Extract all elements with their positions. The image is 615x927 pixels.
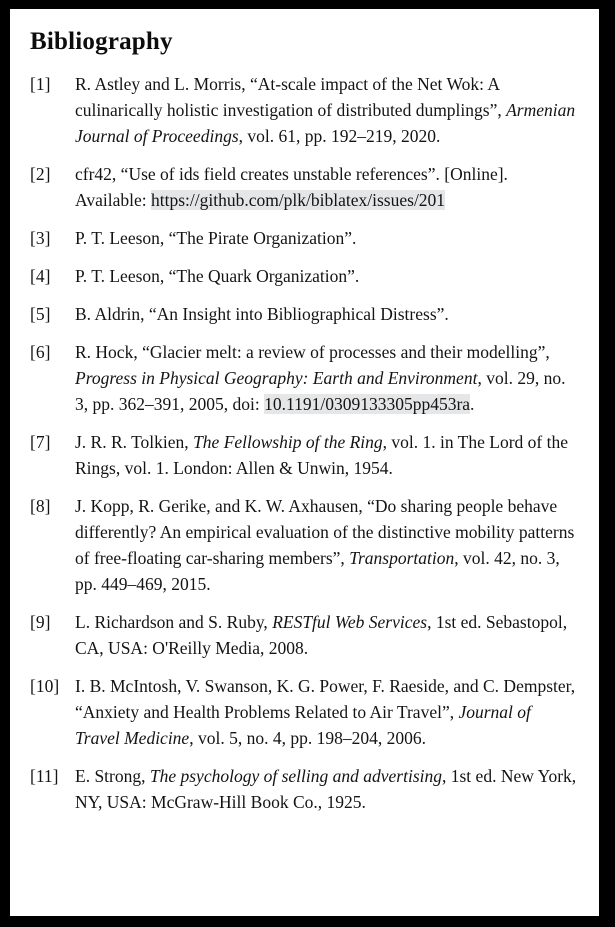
entry-text-segment: , vol. 42, no. 3, pp. 449–469, 2015. bbox=[75, 548, 560, 594]
entry-text bbox=[75, 71, 577, 149]
bibliography-entry bbox=[30, 225, 579, 251]
entry-link[interactable]: https://github.com/plk/biblatex/issues/201 bbox=[150, 190, 446, 210]
entry-text bbox=[75, 493, 577, 597]
bibliography-entry bbox=[30, 301, 579, 327]
entry-number: [4] bbox=[30, 266, 51, 286]
entry-text-segment: R. Hock, “Glacier melt: a review of processes and their modelling”, bbox=[75, 342, 550, 362]
entry-text-segment: , 1st ed. New York, NY, USA: McGraw-Hill Book Co., 1925. bbox=[75, 766, 577, 812]
entry-text-segment: I. B. McIntosh, V. Swanson, K. G. Power, F. Raeside, and C. Dempster, “Anxiety and Health Problems Related to Air Travel”, bbox=[75, 676, 576, 722]
entry-text bbox=[75, 225, 577, 251]
entry-number: [5] bbox=[30, 304, 51, 324]
entry-text bbox=[75, 161, 577, 213]
entry-text-segment: E. Strong, bbox=[75, 766, 150, 786]
entry-text bbox=[75, 429, 577, 481]
entry-text-segment: P. T. Leeson, “The Pirate Organization”. bbox=[75, 228, 357, 248]
entry-text-segment: L. Richardson and S. Ruby, bbox=[75, 612, 273, 632]
page-title: Bibliography bbox=[30, 28, 173, 55]
entry-title-italic: Progress in Physical Geography: Earth and Environment bbox=[75, 368, 478, 388]
entry-title-italic: Armenian Journal of Proceedings bbox=[75, 100, 576, 146]
entry-text bbox=[75, 763, 577, 815]
entry-text-segment: R. Astley and L. Morris, “At-scale impact of the Net Wok: A culinarically holistic investigation of distributed dumplings”, bbox=[75, 74, 507, 120]
entry-text-segment: . bbox=[470, 394, 475, 414]
bibliography-page bbox=[10, 9, 599, 916]
entry-text-segment: B. Aldrin, “An Insight into Bibliographical Distress”. bbox=[75, 304, 449, 324]
entry-number: [7] bbox=[30, 432, 51, 452]
entry-text bbox=[75, 609, 577, 661]
entry-number: [6] bbox=[30, 342, 51, 362]
entry-number: [3] bbox=[30, 228, 51, 248]
entry-text-segment: P. T. Leeson, “The Quark Organization”. bbox=[75, 266, 360, 286]
bibliography-entry bbox=[30, 161, 579, 213]
entry-number: [1] bbox=[30, 74, 51, 94]
entry-text bbox=[75, 263, 577, 289]
entry-title-italic: Journal of Travel Medicine bbox=[75, 702, 531, 748]
entry-title-italic: The psychology of selling and advertising bbox=[149, 766, 442, 786]
entry-text-segment: cfr42, “Use of ids field creates unstable references”. [Online]. Available: bbox=[75, 164, 508, 210]
entry-number: [8] bbox=[30, 496, 51, 516]
entry-text-segment: , vol. 1. in The Lord of the Rings, vol. 1. London: Allen & Unwin, 1954. bbox=[75, 432, 568, 478]
entry-number: [2] bbox=[30, 164, 51, 184]
entry-title-italic: The Fellowship of the Ring bbox=[193, 432, 383, 452]
entry-text-segment: J. Kopp, R. Gerike, and K. W. Axhausen, “Do sharing people behave differently? An empirical evaluation of the distinctive mobility patterns of free-floating car-sharing members”, bbox=[75, 496, 575, 568]
bibliography-entry bbox=[30, 339, 579, 417]
bibliography-list bbox=[30, 71, 579, 815]
entry-title-italic: Transportation bbox=[349, 548, 455, 568]
bibliography-entry bbox=[30, 673, 579, 751]
bibliography-entry bbox=[30, 493, 579, 597]
entry-text-segment: , vol. 61, pp. 192–219, 2020. bbox=[238, 126, 441, 146]
bibliography-entry bbox=[30, 263, 579, 289]
entry-link[interactable]: 10.1191/0309133305pp453ra bbox=[264, 394, 471, 414]
bibliography-entry bbox=[30, 71, 579, 149]
bibliography-entry bbox=[30, 763, 579, 815]
entry-text bbox=[75, 301, 577, 327]
entry-text bbox=[75, 339, 577, 417]
entry-number: [9] bbox=[30, 612, 51, 632]
bibliography-entry bbox=[30, 429, 579, 481]
bibliography-entry bbox=[30, 609, 579, 661]
entry-number: [11] bbox=[30, 766, 59, 786]
entry-number: [10] bbox=[30, 676, 60, 696]
entry-text-segment: , vol. 29, no. 3, pp. 362–391, 2005, doi: bbox=[75, 368, 566, 414]
entry-text-segment: J. R. R. Tolkien, bbox=[75, 432, 194, 452]
entry-title-italic: RESTful Web Services bbox=[272, 612, 428, 632]
entry-text bbox=[75, 673, 577, 751]
entry-text-segment: , vol. 5, no. 4, pp. 198–204, 2006. bbox=[189, 728, 426, 748]
entry-text-segment: , 1st ed. Sebastopol, CA, USA: O'Reilly Media, 2008. bbox=[75, 612, 568, 658]
